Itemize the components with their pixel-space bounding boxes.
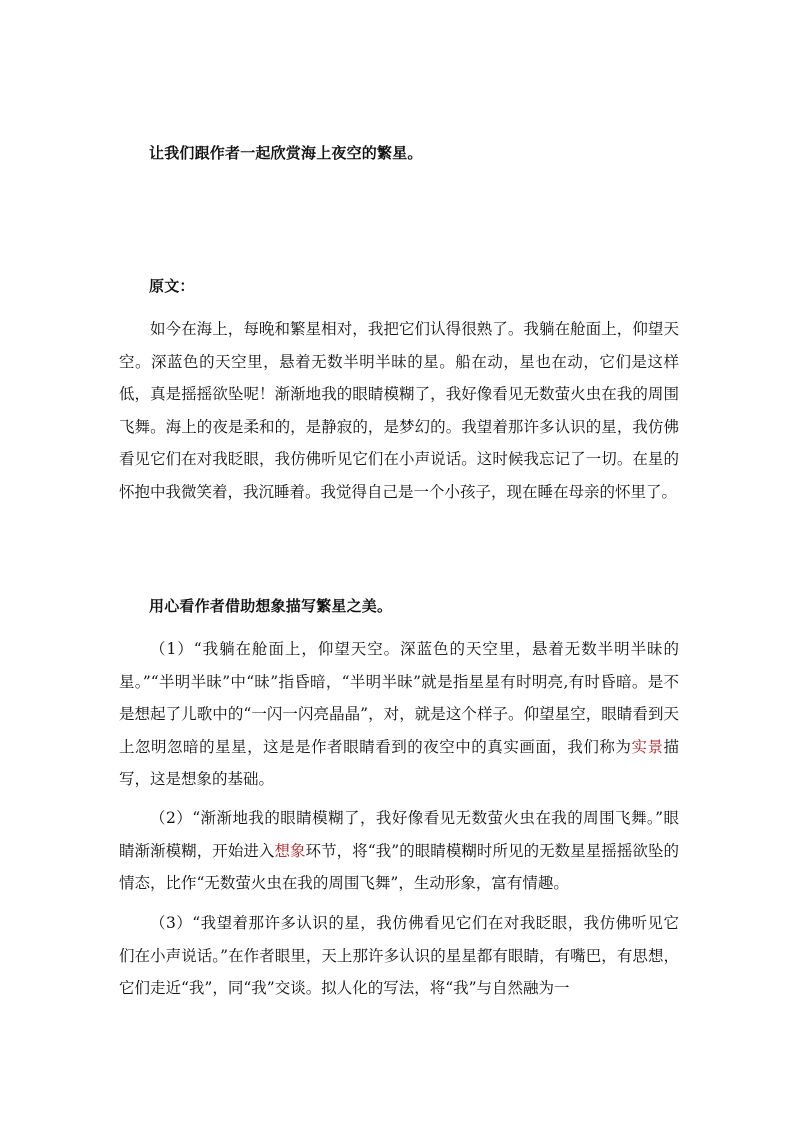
analysis-1-text-after: 描写，这是想象的基础。 xyxy=(119,737,679,788)
original-text-heading: 原文： xyxy=(149,277,195,295)
analysis-paragraph-3: （3）“我望着那许多认识的星，我仿佛看见它们在对我眨眼，我仿佛听见它们在小声说话。”在作者眼里，天上那许多认识的星星都有眼睛，有嘴巴，有思想，它们走近“我”，同“我”交谈。拟人化的写法，将“我”与自然融为一 xyxy=(119,914,679,997)
highlight-imagination: 想象 xyxy=(274,841,306,860)
analysis-2-text-before: （2）“渐渐地我的眼睛模糊了，我好像看见无数萤火虫在我的周围飞舞。”眼睛渐渐模糊，开始进入 xyxy=(119,809,679,860)
analysis-heading: 用心看作者借助想象描写繁星之美。 xyxy=(149,597,393,615)
analysis-paragraph-2 xyxy=(119,802,679,900)
highlight-real-scene: 实景 xyxy=(631,737,664,756)
analysis-paragraph-1 xyxy=(119,633,679,796)
intro-heading: 让我们跟作者一起欣赏海上夜空的繁星。 xyxy=(149,144,423,162)
analysis-1-text-before: （1）“我躺在舱面上，仰望天空。深蓝色的天空里，悬着无数半明半昧的星。”“半明半昧”中“昧”指昏暗，“半明半昧”就是指星星有时明亮,有时昏暗。是不是想起了儿歌中的“一闪一闪亮晶晶”，对，就是这个样子。仰望星空，眼睛看到天上忽明忽暗的星星，这是是作者眼睛看到的夜空中的真实画面，我们称为 xyxy=(119,640,679,756)
analysis-2-text-after: 环节，将“我”的眼睛模糊时所见的无数星星摇摇欲坠的情态，比作“无数萤火虫在我的周围飞舞”，生动形象，富有情趣。 xyxy=(119,841,679,892)
original-text-paragraph: 如今在海上，每晚和繁星相对，我把它们认得很熟了。我躺在舱面上，仰望天空。深蓝色的天空里，悬着无数半明半昧的星。船在动，星也在动，它们是这样低，真是摇摇欲坠呢！渐渐地我的眼睛模糊了，我好像看见无数萤火虫在我的周围飞舞。海上的夜是柔和的，是静寂的，是梦幻的。我望着那许多认识的星，我仿佛看见它们在对我眨眼，我仿佛听见它们在小声说话。这时候我忘记了一切。在星的怀抱中我微笑着，我沉睡着。我觉得自己是一个小孩子，现在睡在母亲的怀里了。 xyxy=(119,320,679,501)
